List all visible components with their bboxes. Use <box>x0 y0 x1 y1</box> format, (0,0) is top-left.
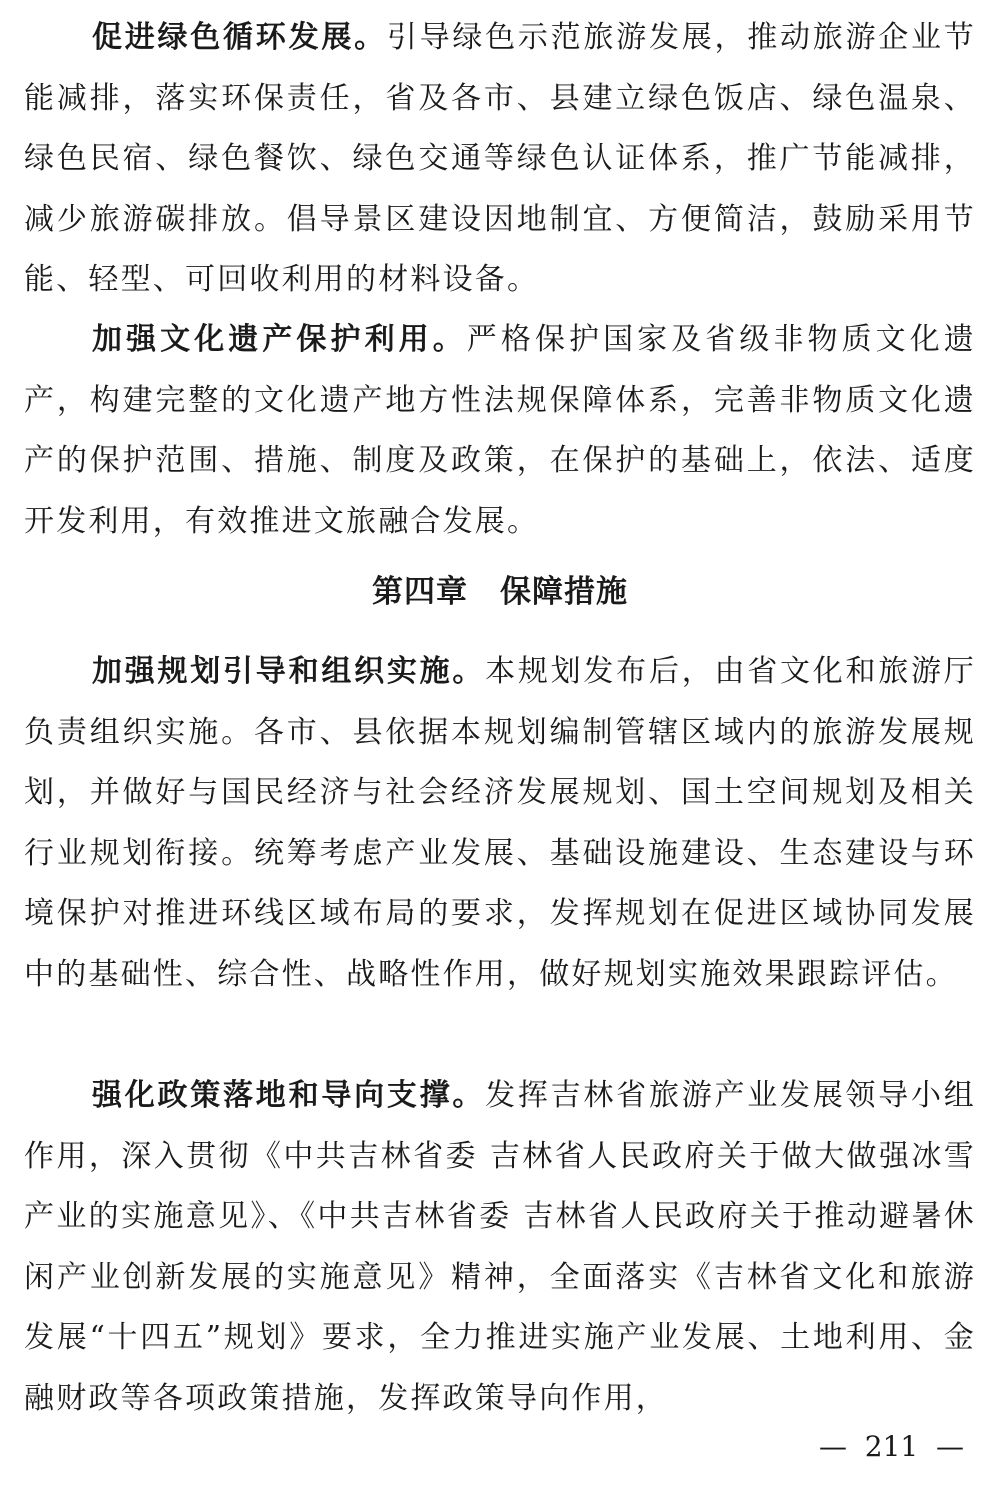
paragraph-lead: 促进绿色循环发展。 <box>92 20 387 55</box>
paragraph-cultural-heritage <box>24 310 976 552</box>
chapter-title: 第四章 保障措施 <box>372 574 628 610</box>
paragraph-body: 本规划发布后，由省文化和旅游厅负责组织实施。各市、县依据本规划编制管辖区域内的旅游发展规划，并做好与国民经济与社会经济发展规划、国土空间规划及相关行业规划衔接。统筹考虑产业发展、基础设施建设、生态建设与环境保护对推进环线区域布局的要求，发挥规划在促进区域协同发展中的基础性、综合性、战略性作用，做好规划实施效果跟踪评估。 <box>24 654 976 992</box>
paragraph-lead: 强化政策落地和导向支撑。 <box>92 1078 486 1113</box>
paragraph-body: 发挥吉林省旅游产业发展领导小组作用，深入贯彻《中共吉林省委 吉林省人民政府关于做大做强冰雪产业的实施意见》、《中共吉林省委 吉林省人民政府关于推动避暑休闲产业创新发展的实施意见》精神，全面落实《吉林省文化和旅游发展“十四五”规划》要求，全力推进实施产业发展、土地利用、金融财政等各项政策措施，发挥政策导向作用， <box>24 1078 976 1416</box>
paragraph-lead: 加强文化遗产保护利用。 <box>92 322 467 357</box>
paragraph-policy-support <box>24 1066 976 1429</box>
paragraph-green-development <box>24 8 976 311</box>
paragraph-planning-guidance <box>24 642 976 1005</box>
paragraph-lead: 加强规划引导和组织实施。 <box>92 654 486 689</box>
page-number: — 211 — <box>818 1430 964 1463</box>
paragraph-body: 严格保护国家及省级非物质文化遗产，构建完整的文化遗产地方性法规保障体系，完善非物质文化遗产的保护范围、措施、制度及政策，在保护的基础上，依法、适度开发利用，有效推进文旅融合发展。 <box>24 322 977 539</box>
paragraph-body: 引导绿色示范旅游发展，推动旅游企业节能减排，落实环保责任，省及各市、县建立绿色饭店、绿色温泉、绿色民宿、绿色餐饮、绿色交通等绿色认证体系，推广节能减排，减少旅游碳排放。倡导景区建设因地制宜、方便简洁，鼓励采用节能、轻型、可回收利用的材料设备。 <box>24 20 976 297</box>
